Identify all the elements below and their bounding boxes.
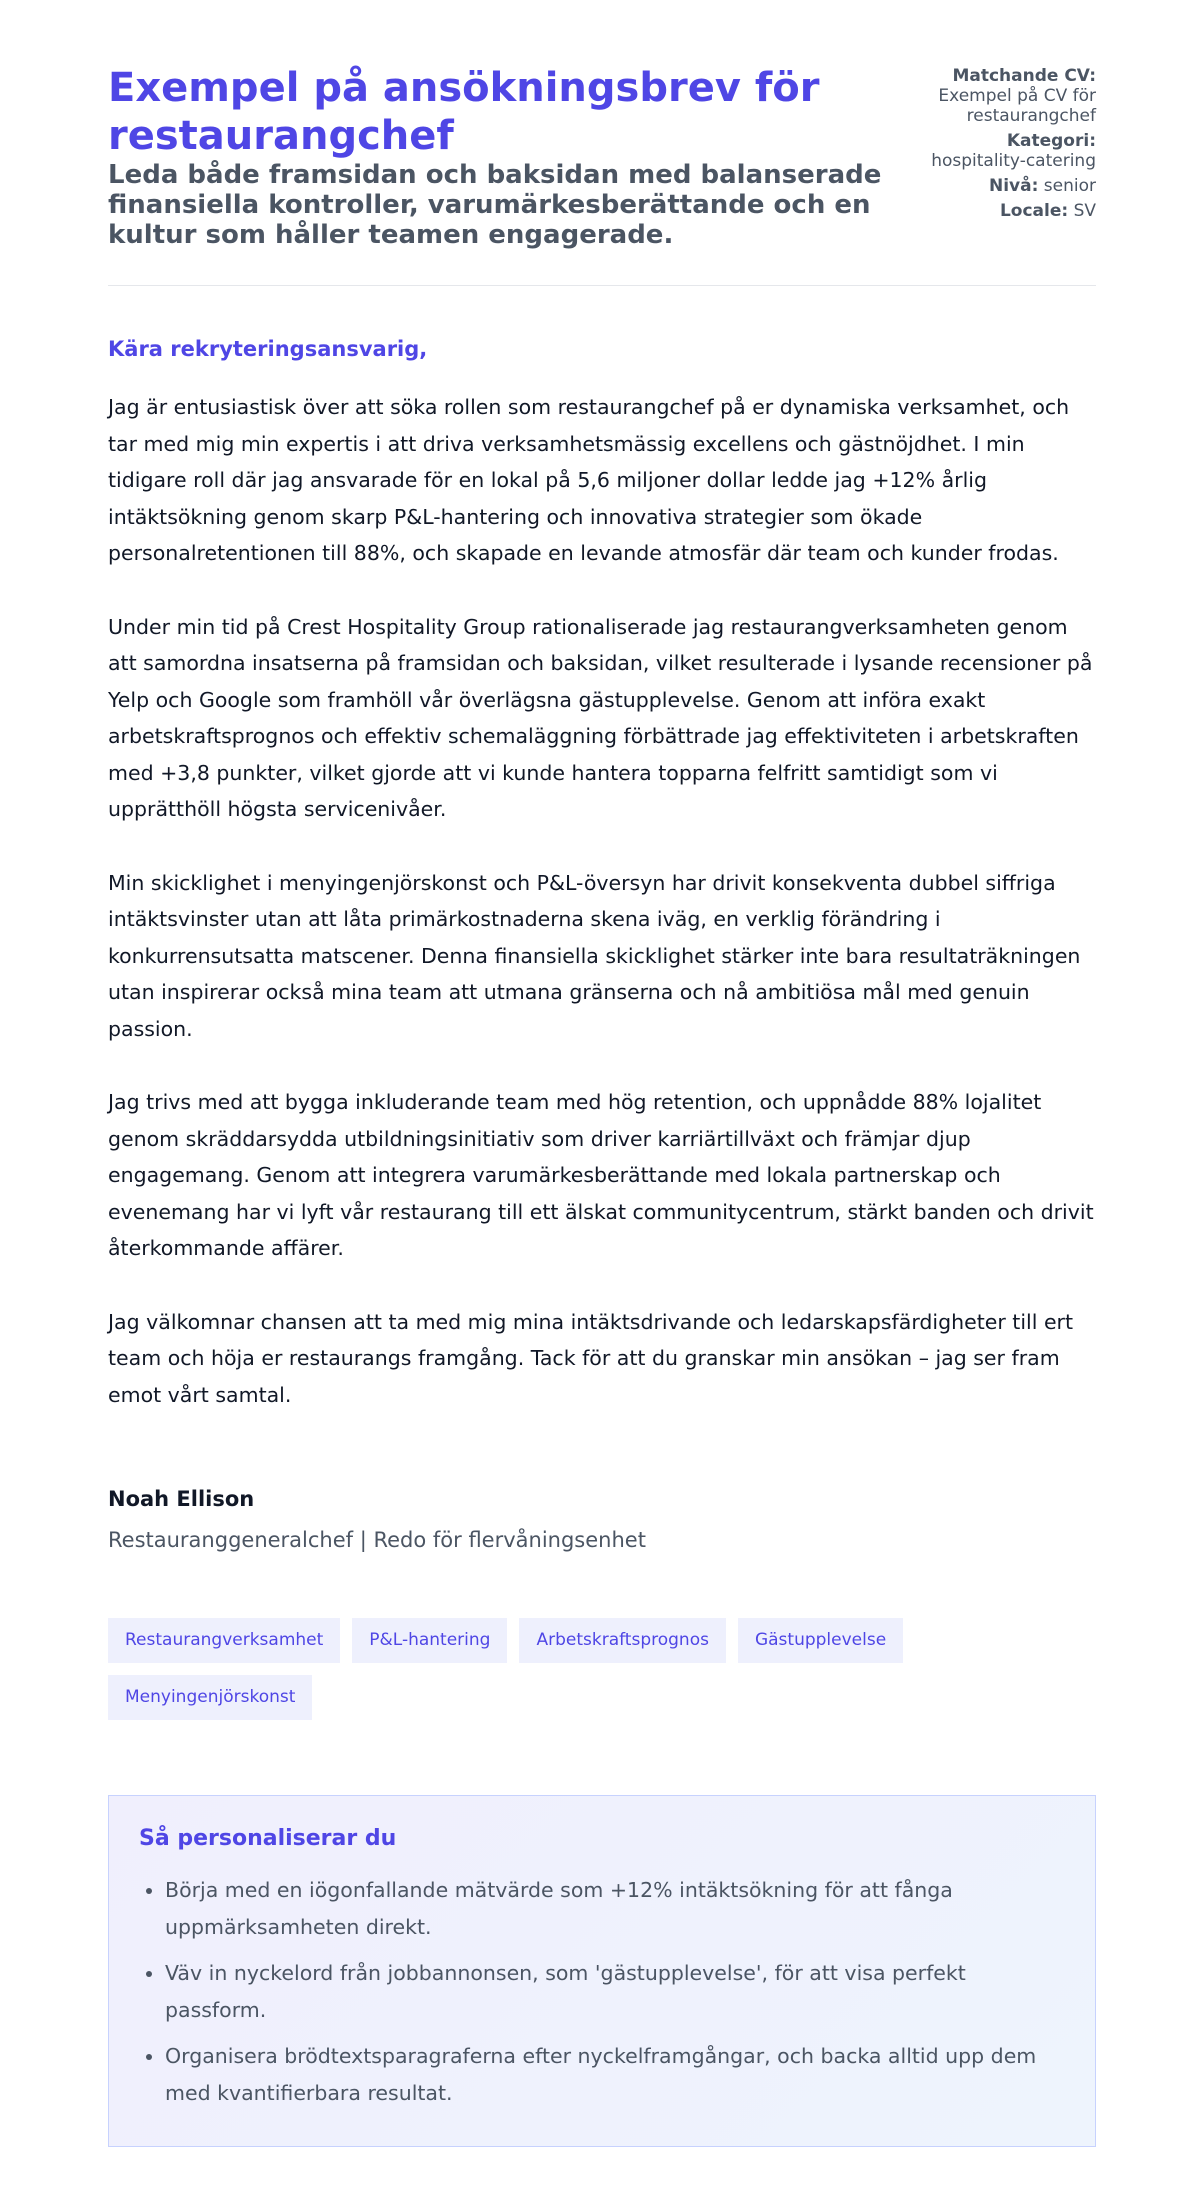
letter-paragraph: Under min tid på Crest Hospitality Group rationaliserade jag restaurangverksamheten genom att samordna insatserna på framsidan och baksidan, vilket resulterade i lysande recensioner på Yelp och Google som framhöll vår överlägsna gästupplevelse. Genom att införa exakt arbetskraftsprognos och effektiv schemaläggning förbättrade jag effektiviteten i arbetskraften med +3,8 punkter, vilket gjorde att vi kunde hantera topparna felfritt samtidigt som vi upprätthöll högsta servicenivåer. bbox=[108, 614, 1093, 821]
meta-cv bbox=[866, 66, 1096, 126]
tip-item: • Väv in nyckelord från jobbannonsen, som 'gästupplevelse', för att visa perfekt passform. bbox=[165, 1955, 1065, 2028]
skill-tag: Restaurangverksamhet bbox=[108, 1618, 340, 1663]
header-divider bbox=[108, 285, 1096, 286]
letter-paragraph: Jag är entusiastisk över att söka rollen som restaurangchef på er dynamiska verksamhet, och tar med mig min expertis i att driva verksamhetsmässig excellens och gästnöjdhet. I min tidigare roll där jag ansvarade för en lokal på 5,6 miljoner dollar ledde jag +12% årlig intäktsökning genom skarp P&L-hantering och innovativa strategier som ökade personalretentionen till 88%, och skapade en levande atmosfär där team och kunder frodas. bbox=[108, 395, 1070, 565]
meta-level bbox=[866, 176, 1096, 196]
page-header bbox=[108, 0, 1096, 286]
meta-level-label: Nivå: bbox=[988, 176, 1039, 196]
signature-role: Restauranggeneralchef | Redo för flervåningsenhet bbox=[108, 1528, 646, 1552]
tips-title: Så personaliserar du bbox=[139, 1826, 397, 1851]
signature-name: Noah Ellison bbox=[108, 1487, 255, 1511]
personalization-tips-box bbox=[108, 1795, 1096, 2147]
meta-cv-value: Exempel på CV för restaurangchef bbox=[938, 86, 1096, 126]
skill-tag: Menyingenjörskonst bbox=[108, 1675, 312, 1720]
meta-category-value: hospitality-catering bbox=[931, 151, 1096, 171]
skill-tag: P&L-hantering bbox=[352, 1618, 507, 1663]
tip-item: • Organisera brödtextsparagraferna efter nyckelframgångar, och backa alltid upp dem med kvantifierbara resultat. bbox=[165, 2038, 1065, 2111]
page-subtitle: Leda både framsidan och baksidan med balanserade finansiella kontroller, varumärkesberättande och en kultur som håller teamen engagerade. bbox=[108, 160, 882, 250]
meta-panel bbox=[866, 66, 1096, 226]
skill-tags bbox=[108, 1618, 1096, 1720]
letter-body bbox=[108, 389, 1096, 1450]
meta-locale-label: Locale: bbox=[999, 201, 1069, 221]
skill-tag: Gästupplevelse bbox=[738, 1618, 903, 1663]
meta-level-value: senior bbox=[1043, 176, 1096, 196]
page-title: Exempel på ansökningsbrev för restaurangchef bbox=[108, 65, 820, 159]
meta-cv-label: Matchande CV: bbox=[952, 66, 1096, 86]
letter-paragraph: Jag trivs med att bygga inkluderande team med hög retention, och uppnådde 88% lojalitet genom skräddarsydda utbildningsinitiativ som driver karriärtillväxt och främjar djup engagemang. Genom att integrera varumärkesberättande med lokala partnerskap och evenemang har vi lyft vår restaurang till ett älskat communitycentrum, stärkt banden och drivit återkommande affärer. bbox=[108, 1090, 1094, 1260]
cover-letter-content bbox=[108, 0, 1096, 2105]
skill-tag: Arbetskraftsprognos bbox=[519, 1618, 725, 1663]
meta-locale bbox=[866, 201, 1096, 221]
meta-category bbox=[866, 131, 1096, 171]
meta-category-label: Kategori: bbox=[1006, 131, 1096, 151]
tip-item: • Börja med en iögonfallande mätvärde som +12% intäktsökning för att fånga uppmärksamheten direkt. bbox=[165, 1872, 1065, 1945]
letter-paragraph: Min skicklighet i menyingenjörskonst och P&L-översyn har drivit konsekventa dubbel siffriga intäktsvinster utan att låta primärkostnaderna skena iväg, en verklig förändring i konkurrensutsatta matscener. Denna finansiella skicklighet stärker inte bara resultaträkningen utan inspirerar också mina team att utmana gränserna och nå ambitiösa mål med genuin passion. bbox=[108, 870, 1081, 1041]
letter-paragraph: Jag välkomnar chansen att ta med mig mina intäktsdrivande och ledarskapsfärdigheter till ert team och höja er restaurangs framgång. Tack för att du granskar min ansökan – jag ser fram emot vårt samtal. bbox=[108, 1309, 1074, 1407]
meta-locale-value: SV bbox=[1073, 201, 1096, 221]
letter-greeting: Kära rekryteringsansvarig, bbox=[108, 337, 428, 361]
tips-list bbox=[139, 1872, 1065, 2111]
